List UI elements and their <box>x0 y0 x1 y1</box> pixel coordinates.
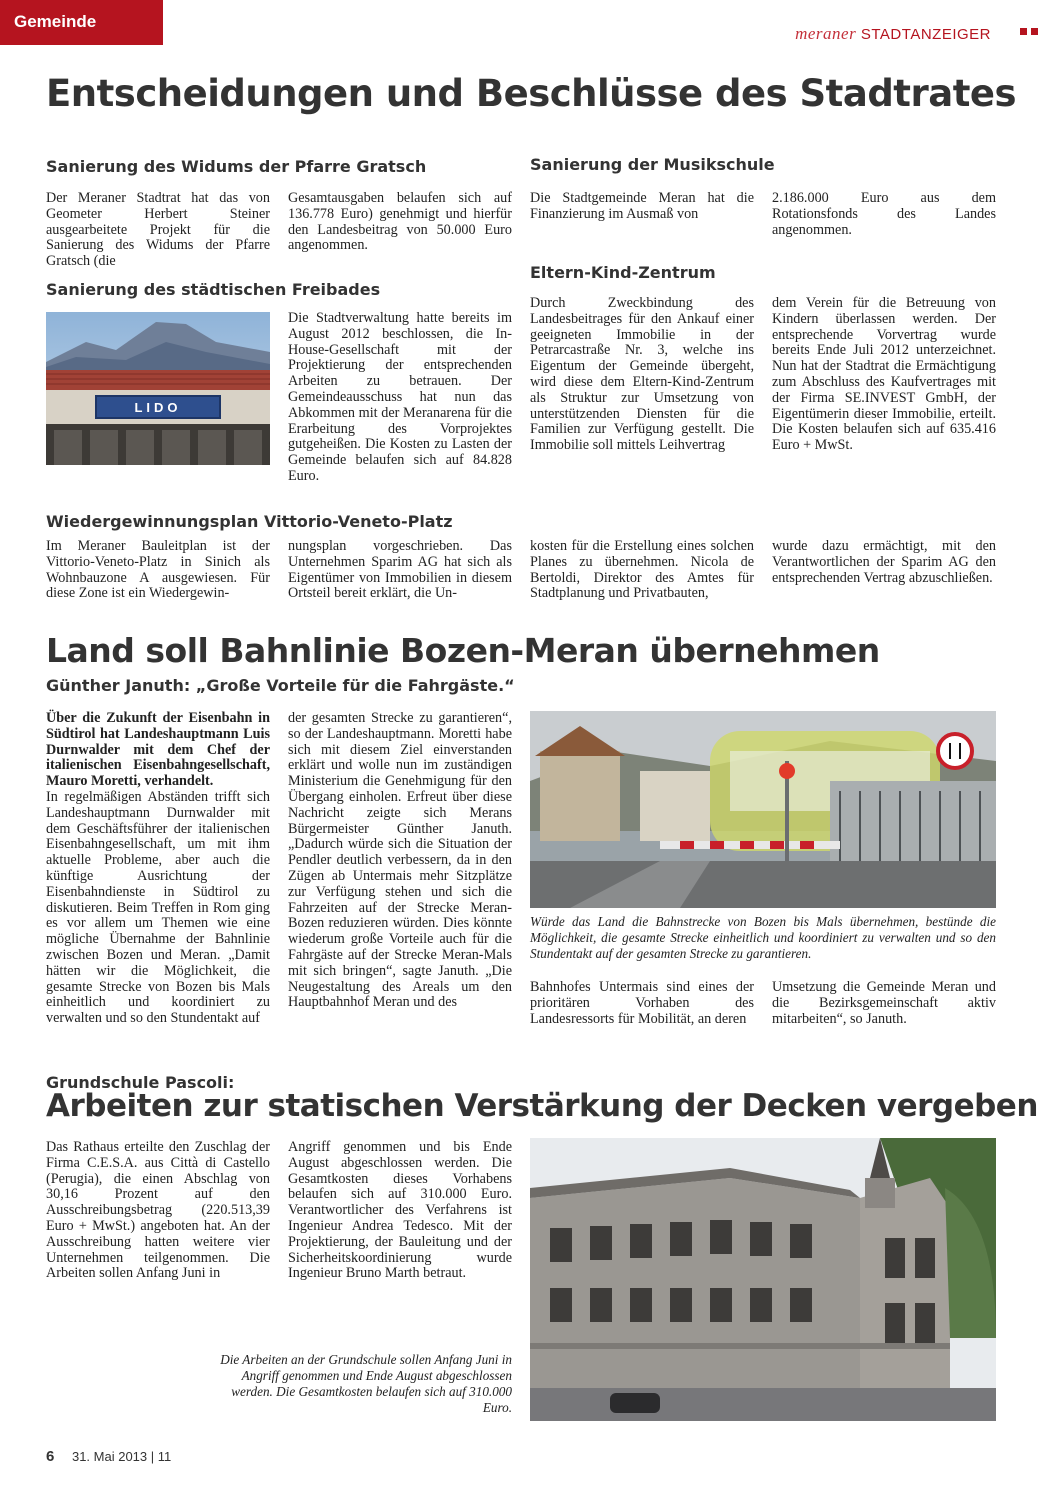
text-bahn-col1: In regelmäßigen Abständen trifft sich Landeshauptmann Durnwalder mit dem Geschäftsführer der italienischen Eisenbahngesellschaft, um mit ihm aktuelle Probleme, aber auch die künftige Ausrichtung der Eisenbahndienste in Südtirol zu diskutieren. Beim Treffen in Rom ging es vor allem um Themen wie eine mögliche Übernahme der Bahnlinie zwischen Bozen und Meran. „Damit hätten wir die Möglichkeit, die gesamte Strecke von Bozen bis Mals einheitlich und koordiniert zu verwalten und so den Stundentakt auf <box>46 788 270 1027</box>
page-number: 6 <box>46 1448 55 1465</box>
photo-train-crossing <box>530 711 996 908</box>
page-footer <box>46 1448 171 1465</box>
kicker-schule: Grundschule Pascoli: <box>46 1073 235 1092</box>
heading-vvp: Wiedergewinnungsplan Vittorio-Veneto-Platz <box>46 512 453 531</box>
headline-stadtrat: Entscheidungen und Beschlüsse des Stadtrates <box>46 72 1017 115</box>
text-schule-col1: Das Rathaus erteilte den Zuschlag der Firma C.E.S.A. aus Città di Castello (Perugia), die einen Abschlag von 30,16 Prozent auf den Ausschreibungsbetrag (220.513,39 Euro + MwSt.) angeboten hat. An der Ausschreibung hatten weitere vier Unternehmen teilgenommen. Die Arbeiten sollen Anfang Juni in <box>46 1139 270 1282</box>
heading-ekz: Eltern-Kind-Zentrum <box>530 263 716 282</box>
text-musikschule-col2: 2.186.000 Euro aus dem Rotationsfonds des Landes angenommen. <box>772 190 996 238</box>
text-schule-col2: Angriff genommen und bis Ende August abgeschlossen werden. Die Gesamtkosten dieses Vorhabens belaufen sich auf 310.000 Euro. Verantwortlicher des Verfahrens ist Ingenieur Andrea Tedesco. Mit der Projektierung, der Bauleitung und der Sicherheitskoordinierung wurde Ingenieur Bruno Marth betraut. <box>288 1139 512 1282</box>
text-vvp-col2: nungsplan vorgeschrieben. Das Unternehmen Sparim AG hat sich als Eigentümer von Immobilien in diesem Ortsteil bereit erklärt, die Un- <box>288 538 512 602</box>
publication-logo <box>795 24 991 44</box>
brand-square-icon <box>1031 28 1038 35</box>
text-ekz-col2: dem Verein für die Betreuung von Kindern überlassen werden. Der entsprechende Vorvertrag wurde bereits Ende Juli 2012 unterzeichnet. Nun hat der Stadtrat die Ermächtigung zum Abschluss des Kaufvertrages mit der Firma SE.INVEST GmbH, der Eigentümerin dieser Immobilie, erteilt. Die Kosten belaufen sich auf 635.416 Euro + MwSt. <box>772 295 996 454</box>
section-tab: Gemeinde <box>0 0 163 45</box>
caption-schule: Die Arbeiten an der Grundschule sollen Anfang Juni in Angriff genommen und Ende August abgeschlossen werden. Die Gesamtkosten belaufen sich auf 310.000 Euro. <box>220 1352 512 1415</box>
photo-lido <box>46 312 270 465</box>
text-vvp-col1: Im Meraner Bauleitplan ist der Vittorio-Veneto-Platz in Sinich als Wohnbauzone A ausgewiesen. Für diese Zone ist ein Wiedergewin- <box>46 538 270 602</box>
school-photo-image <box>530 1138 996 1421</box>
headline-schule: Arbeiten zur statischen Verstärkung der Decken vergeben <box>46 1088 1038 1124</box>
text-bahn-col3: Bahnhofes Untermais sind eines der prioritären Vorhaben des Landesressorts für Mobilität, an deren <box>530 979 754 1027</box>
heading-musikschule: Sanierung der Musikschule <box>530 155 775 174</box>
lido-photo-image <box>46 312 270 465</box>
heading-widum: Sanierung des Widums der Pfarre Gratsch <box>46 157 427 176</box>
text-vvp-col3: kosten für die Erstellung eines solchen Planes zu übernehmen. Nicola de Bertoldi, Direktor des Amtes für Stadtplanung und Privatbauten, <box>530 538 754 602</box>
text-bahn-col4: Umsetzung die Gemeinde Meran und die Bezirksgemeinschaft aktiv mitarbeiten“, so Januth. <box>772 979 996 1027</box>
text-musikschule-col1: Die Stadtgemeinde Meran hat die Finanzierung im Ausmaß von <box>530 190 754 222</box>
brand-square-icon <box>1020 28 1027 35</box>
photo-grundschule <box>530 1138 996 1421</box>
text-widum-col2: Gesamtausgaben belaufen sich auf 136.778 Euro) genehmigt und hierfür den Landesbeitrag von 50.000 Euro angenommen. <box>288 190 512 254</box>
text-bahn-col2: der gesamten Strecke zu garantieren“, so der Landeshauptmann. Moretti habe sich mit diesem Ziel einverstanden erklärt und wolle nun im zuständigen Ministerium die Genehmigung für den Übergang einholen. Erfreut über diese Nachricht zeigte sich Merans Bürgermeister Günther Januth. „Dadurch würde sich die Situation der Pendler deutlich verbessern, da in den Zügen ab Untermais mehr Sitzplätze zur Verfügung stehen und sich die Fahrzeiten auf der Strecke Meran-Bozen reduzieren würden. Dies könnte wiederum große Vorteile auch für die Fahrgäste auf der Strecke Meran-Mals mit sich bringen“, sagte Januth. „Die Neugestaltung des Areals um den Hauptbahnhof Meran und des <box>288 710 512 1011</box>
text-ekz-col1: Durch Zweckbindung des Landesbeitrages für den Ankauf einer geeigneten Immobilie in der Petrarcastraße Nr. 3, welche ins Eigentum der Gemeinde übergeht, wird diese dem Eltern-Kind-Zentrum als Struktur zur Umsetzung von unterstützenden Diensten für die Familien zur Verfügung gestellt. Die Immobilie soll mittels Leihvertrag <box>530 295 754 454</box>
heading-freibad: Sanierung des städtischen Freibades <box>46 280 381 299</box>
brand-meraner: meraner <box>795 24 857 43</box>
text-bahn-col1-block <box>46 711 270 1027</box>
lido-sign: LIDO <box>134 400 182 415</box>
text-bahn-lead: Über die Zukunft der Eisenbahn in Südtirol hat Landeshauptmann Luis Durnwalder mit dem Chef der italienischen Eisenbahngesellschaft, Mauro Moretti, verhandelt. <box>46 710 270 790</box>
issue-date: 31. Mai 2013 | 11 <box>71 1449 172 1464</box>
text-vvp-col4: wurde dazu ermächtigt, mit den Verantwortlichen der Sparim AG den entsprechenden Vertrag abzuschließen. <box>772 538 996 586</box>
text-widum-col1: Der Meraner Stadtrat hat das von Geometer Herbert Steiner ausgearbeitete Projekt für die Sanierung des Widums der Pfarre Gratsch (die <box>46 190 270 270</box>
text-freibad: Die Stadtverwaltung hatte bereits im August 2012 beschlossen, die In-House-Gesellschaft mit der Projektierung der entsprechenden Arbeiten zu betrauen. Der Gemeindeausschuss hat nun das Abkommen mit der Meranarena für die Erarbeitung des Vorprojektes gutgeheißen. Die Kosten zu Lasten der Gemeinde belaufen sich auf 84.828 Euro. <box>288 310 512 484</box>
subheadline-bahn: Günther Januth: „Große Vorteile für die Fahrgäste.“ <box>46 676 515 695</box>
brand-stadtanzeiger: STADTANZEIGER <box>860 26 991 43</box>
train-photo-image <box>530 711 996 908</box>
headline-bahn: Land soll Bahnlinie Bozen-Meran übernehmen <box>46 631 880 670</box>
caption-train: Würde das Land die Bahnstrecke von Bozen bis Mals übernehmen, bestünde die Möglichkeit, die gesamte Strecke einheitlich und koordiniert zu verwalten und so den Stundentakt auf der gesamten Strecke zu garantieren. <box>530 914 996 961</box>
